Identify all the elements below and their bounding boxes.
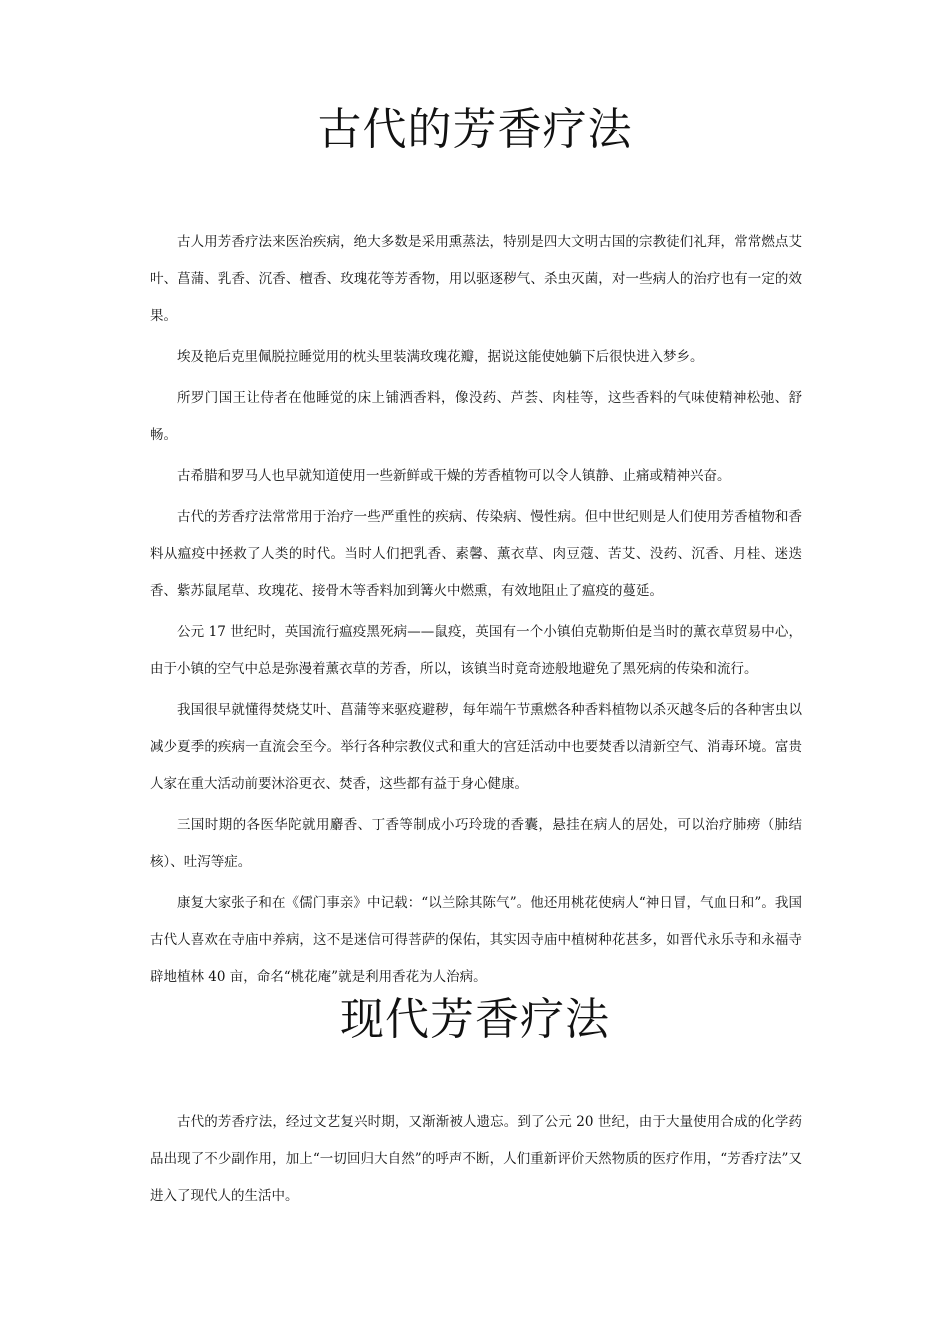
paragraph: 古希腊和罗马人也早就知道使用一些新鲜或干燥的芳香植物可以令人镇静、止痛或精神兴奋。 <box>177 468 731 484</box>
paragraph: 我国很早就懂得焚烧艾叶、菖蒲等来驱疫避秽，每年端午节熏燃各种香料植物以杀灭越冬后的各种害虫以减少夏季的疾病一直流会至今。举行各种宗教仪式和重大的宫廷活动中也要焚香以清新空气、消毒环境。富贵人家在重大活动前要沐浴更衣、焚香，这些都有益于身心健康。 <box>150 702 802 792</box>
paragraph: 古人用芳香疗法来医治疾病，绝大多数是采用熏蒸法，特别是四大文明古国的宗教徒们礼拜，常常燃点艾叶、菖蒲、乳香、沉香、檀香、玫瑰花等芳香物，用以驱逐秽气、杀虫灭菌，对一些病人的治疗也有一定的效果。 <box>150 234 802 324</box>
paragraph: 古代的芳香疗法，经过文艺复兴时期，又渐渐被人遗忘。到了公元 20 世纪，由于大量使用合成的化学药品出现了不少副作用，加上“一切回归大自然”的呼声不断，人们重新评价天然物质的医疗作用，“芳香疗法”又进入了现代人的生活中。 <box>150 1114 802 1204</box>
paragraph: 所罗门国王让侍者在他睡觉的床上铺洒香料，像没药、芦荟、肉桂等，这些香料的气味使精神松弛、舒畅。 <box>150 390 802 443</box>
modern-section <box>150 1104 802 1219</box>
page-title-ancient: 古代的芳香疗法 <box>317 104 633 155</box>
paragraph: 古代的芳香疗法常常用于治疗一些严重性的疾病、传染病、慢性病。但中世纪则是人们使用芳香植物和香料从瘟疫中拯救了人类的时代。当时人们把乳香、素馨、薰衣草、肉豆蔻、苦艾、没药、沉香、月桂、迷迭香、紫苏鼠尾草、玫瑰花、接骨木等香料加到篝火中燃熏，有效地阻止了瘟疫的蔓延。 <box>150 509 802 599</box>
paragraph: 康复大家张子和在《儒门事亲》中记载：“以兰除其陈气”。他还用桃花使病人“神日冒，气血日和”。我国古代人喜欢在寺庙中养病，这不是迷信可得菩萨的保佑，其实因寺庙中植树种花甚多，如晋代永乐寺和永福寺辟地植林 40 亩，命名“桃花庵”就是利用香花为人治病。 <box>150 895 802 985</box>
paragraph: 三国时期的各医华陀就用麝香、丁香等制成小巧玲珑的香囊，悬挂在病人的居处，可以治疗肺痨（肺结核）、吐泻等症。 <box>150 817 802 870</box>
page-title-modern: 现代芳香疗法 <box>340 994 610 1045</box>
ancient-section <box>150 224 802 1000</box>
paragraph: 埃及艳后克里佩脱拉睡觉用的枕头里装满玫瑰花瓣，据说这能使她躺下后很快进入梦乡。 <box>177 349 704 365</box>
paragraph: 公元 17 世纪时，英国流行瘟疫黑死病——鼠疫，英国有一个小镇伯克勒斯伯是当时的薰衣草贸易中心，由于小镇的空气中总是弥漫着薰衣草的芳香，所以，该镇当时竟奇迹般地避免了黑死病的传染和流行。 <box>150 624 802 677</box>
